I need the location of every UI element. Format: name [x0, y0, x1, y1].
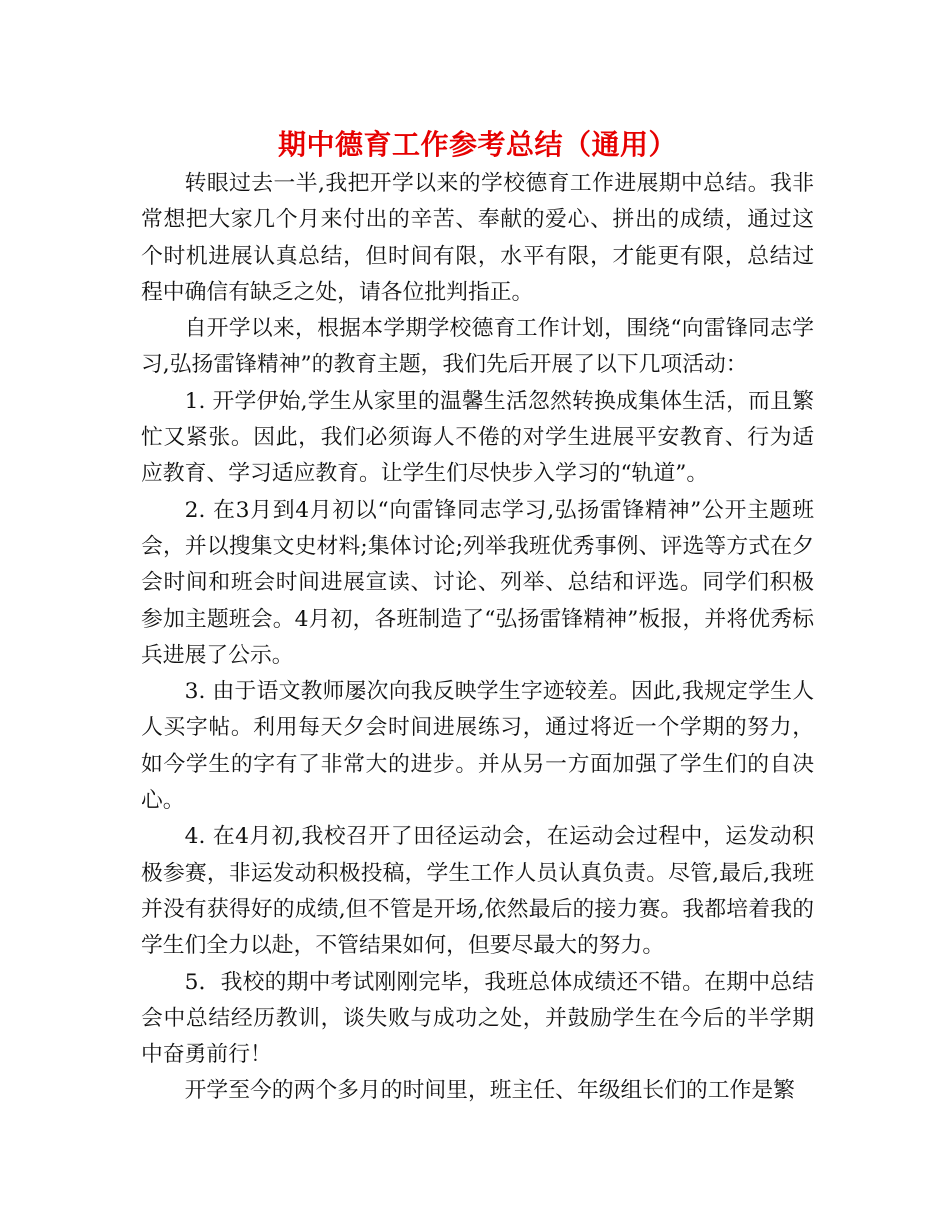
paragraph-item-5: 5．我校的期中考试刚刚完毕，我班总体成绩还不错。在期中总结会中总结经历教训，谈失败与成功之处，并鼓励学生在今后的半学期中奋勇前行！ — [141, 969, 814, 1068]
document-title: 期中德育工作参考总结（通用） — [277, 128, 677, 161]
paragraph-item-2: 2. 在3月到4月初以“向雷锋同志学习,弘扬雷锋精神”公开主题班会，并以搜集文史材料;集体讨论;列举我班优秀事例、评选等方式在夕会时间和班会时间进展宣读、讨论、列举、总结和评选。同学们积极参加主题班会。4月初，各班制造了“弘扬雷锋精神”板报，并将优秀标兵进展了公示。 — [141, 497, 814, 668]
paragraph-activities-overview: 自开学以来，根据本学期学校德育工作计划，围绕“向雷锋同志学习,弘扬雷锋精神”的教育主题，我们先后开展了以下几项活动： — [141, 316, 814, 378]
paragraph-item-1: 1. 开学伊始,学生从家里的温馨生活忽然转换成集体生活，而且繁忙又紧张。因此，我们必须诲人不倦的对学生进展平安教育、行为适应教育、学习适应教育。让学生们尽快步入学习的“轨道”。 — [141, 388, 814, 487]
document-page — [141, 124, 814, 1110]
paragraph-item-4: 4. 在4月初,我校召开了田径运动会，在运动会过程中，运发动积极参赛，非运发动积极投稿，学生工作人员认真负责。尽管,最后,我班并没有获得好的成绩,但不管是开场,依然最后的接力赛。我都培着我的学生们全力以赴，不管结果如何，但要尽最大的努力。 — [141, 824, 814, 959]
paragraph-intro: 转眼过去一半,我把开学以来的学校德育工作进展期中总结。我非常想把大家几个月来付出的辛苦、奉献的爱心、拼出的成绩，通过这个时机进展认真总结，但时间有限，水平有限，才能更有限，总结过程中确信有缺乏之处，请各位批判指正。 — [141, 171, 814, 305]
paragraph-closing: 开学至今的两个多月的时间里，班主任、年级组长们的工作是繁 — [184, 1078, 795, 1104]
paragraph-item-3: 3. 由于语文教师屡次向我反映学生字迹较差。因此,我规定学生人人买字帖。利用每天夕会时间进展练习，通过将近一个学期的努力，如今学生的字有了非常大的进步。并从另一方面加强了学生们的自决心。 — [141, 679, 814, 814]
